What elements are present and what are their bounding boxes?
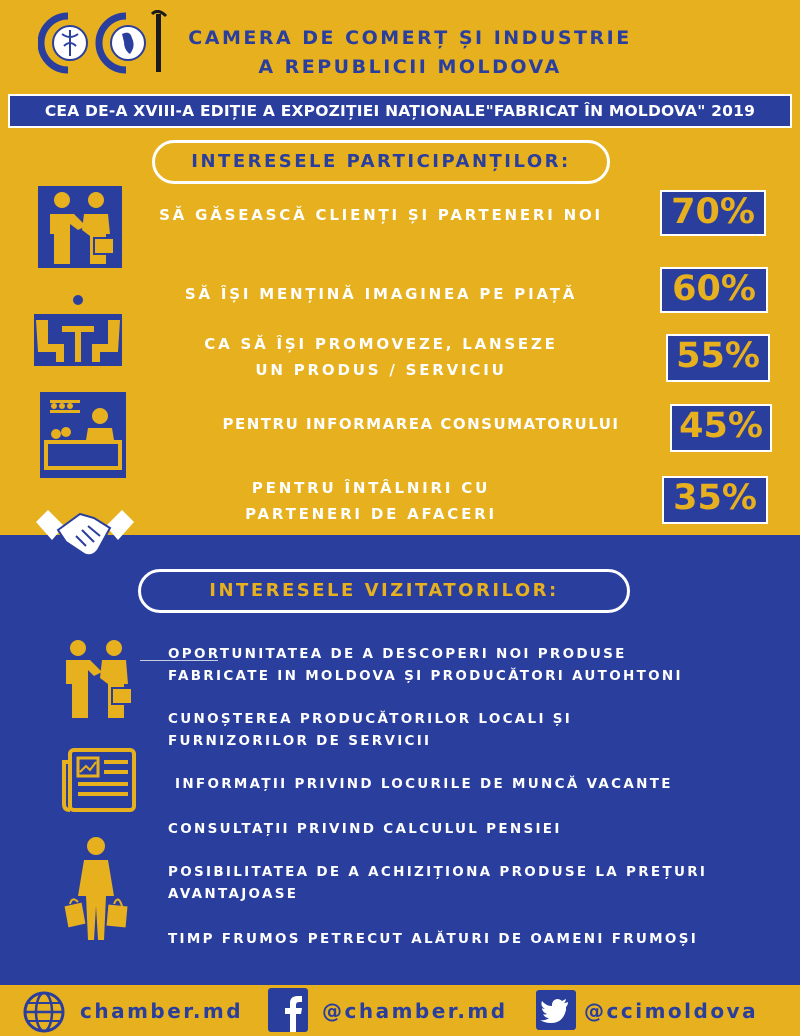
- newspaper-icon: [62, 748, 136, 812]
- twitter-handle[interactable]: @ccimoldova: [584, 999, 759, 1023]
- participant-percent-2: 60%: [660, 267, 768, 313]
- participant-percent-1: 70%: [660, 190, 766, 236]
- visitor-interest-5-line-1: POSIBILITATEA DE A ACHIZIȚIONA PRODUSE LA PREȚURI: [168, 864, 708, 880]
- edition-banner: CEA DE-A XVIII-A EDIȚIE A EXPOZIȚIEI NAȚIONALE"FABRICAT ÎN MOLDOVA" 2019: [8, 94, 792, 128]
- website-link[interactable]: chamber.md: [80, 999, 244, 1023]
- market-stall-icon: [40, 392, 126, 478]
- handshake-icon: [36, 500, 134, 562]
- participant-percent-5: 35%: [662, 476, 768, 524]
- participant-interest-1: SĂ GĂSEASCĂ CLIENȚI ȘI PARTENERI NOI: [159, 206, 603, 224]
- visitor-interest-3: INFORMAȚII PRIVIND LOCURILE DE MUNCĂ VACANTE: [168, 776, 673, 792]
- facebook-icon[interactable]: [268, 988, 308, 1032]
- title-line-1: CAMERA DE COMERȚ ȘI INDUSTRIE: [188, 27, 632, 49]
- visitor-interest-4: CONSULTAȚII PRIVIND CALCULUL PENSIEI: [168, 821, 562, 837]
- participant-interest-2: SĂ ÎȘI MENȚINĂ IMAGINEA PE PIAȚĂ: [184, 285, 578, 303]
- shopping-person-icon: [60, 836, 134, 942]
- twitter-icon[interactable]: [536, 990, 576, 1030]
- participant-interest-5-line-1: PENTRU ÎNTÂLNIRI CU: [251, 479, 491, 497]
- globe-icon[interactable]: [22, 990, 66, 1034]
- participant-interest-4: PENTRU INFORMAREA CONSUMATORULUI: [222, 415, 620, 433]
- participant-percent-4: 45%: [670, 404, 772, 452]
- meeting-gear-icon: [34, 282, 122, 366]
- visitor-interest-1-line-2: FABRICATE IN MOLDOVA ȘI PRODUCĂTORI AUTOHTONI: [168, 668, 683, 684]
- title-line-2: A REPUBLICII MOLDOVA: [258, 56, 562, 78]
- participant-interest-3-line-1: CA SĂ ÎȘI PROMOVEZE, LANSEZE: [204, 335, 558, 353]
- cci-logo: [38, 10, 173, 76]
- visitor-interest-6: TIMP FRUMOS PETRECUT ALĂTURI DE OAMENI FRUMOȘI: [168, 931, 699, 947]
- participant-interest-5-line-2: PARTENERI DE AFACERI: [245, 505, 497, 523]
- visitor-interest-2-line-1: CUNOȘTEREA PRODUCĂTORILOR LOCALI ȘI: [168, 711, 573, 727]
- facebook-handle[interactable]: @chamber.md: [322, 999, 508, 1023]
- visitor-interest-5-line-2: AVANTAJOASE: [168, 886, 299, 902]
- participant-percent-3: 55%: [666, 334, 770, 382]
- handshake-people-icon: [38, 186, 122, 268]
- participants-heading: INTERESELE PARTICIPANȚILOR:: [152, 140, 610, 184]
- visitors-heading: INTERESELE VIZITATORILOR:: [138, 569, 630, 613]
- visitor-interest-2-line-2: FURNIZORILOR DE SERVICII: [168, 733, 432, 749]
- participant-interest-3-line-2: UN PRODUS / SERVICIU: [255, 361, 507, 379]
- organization-title: [175, 24, 645, 82]
- visitor-interest-1-line-1: OPORTUNITATEA DE A DESCOPERI NOI PRODUSE: [168, 646, 627, 662]
- business-people-icon: [62, 638, 134, 720]
